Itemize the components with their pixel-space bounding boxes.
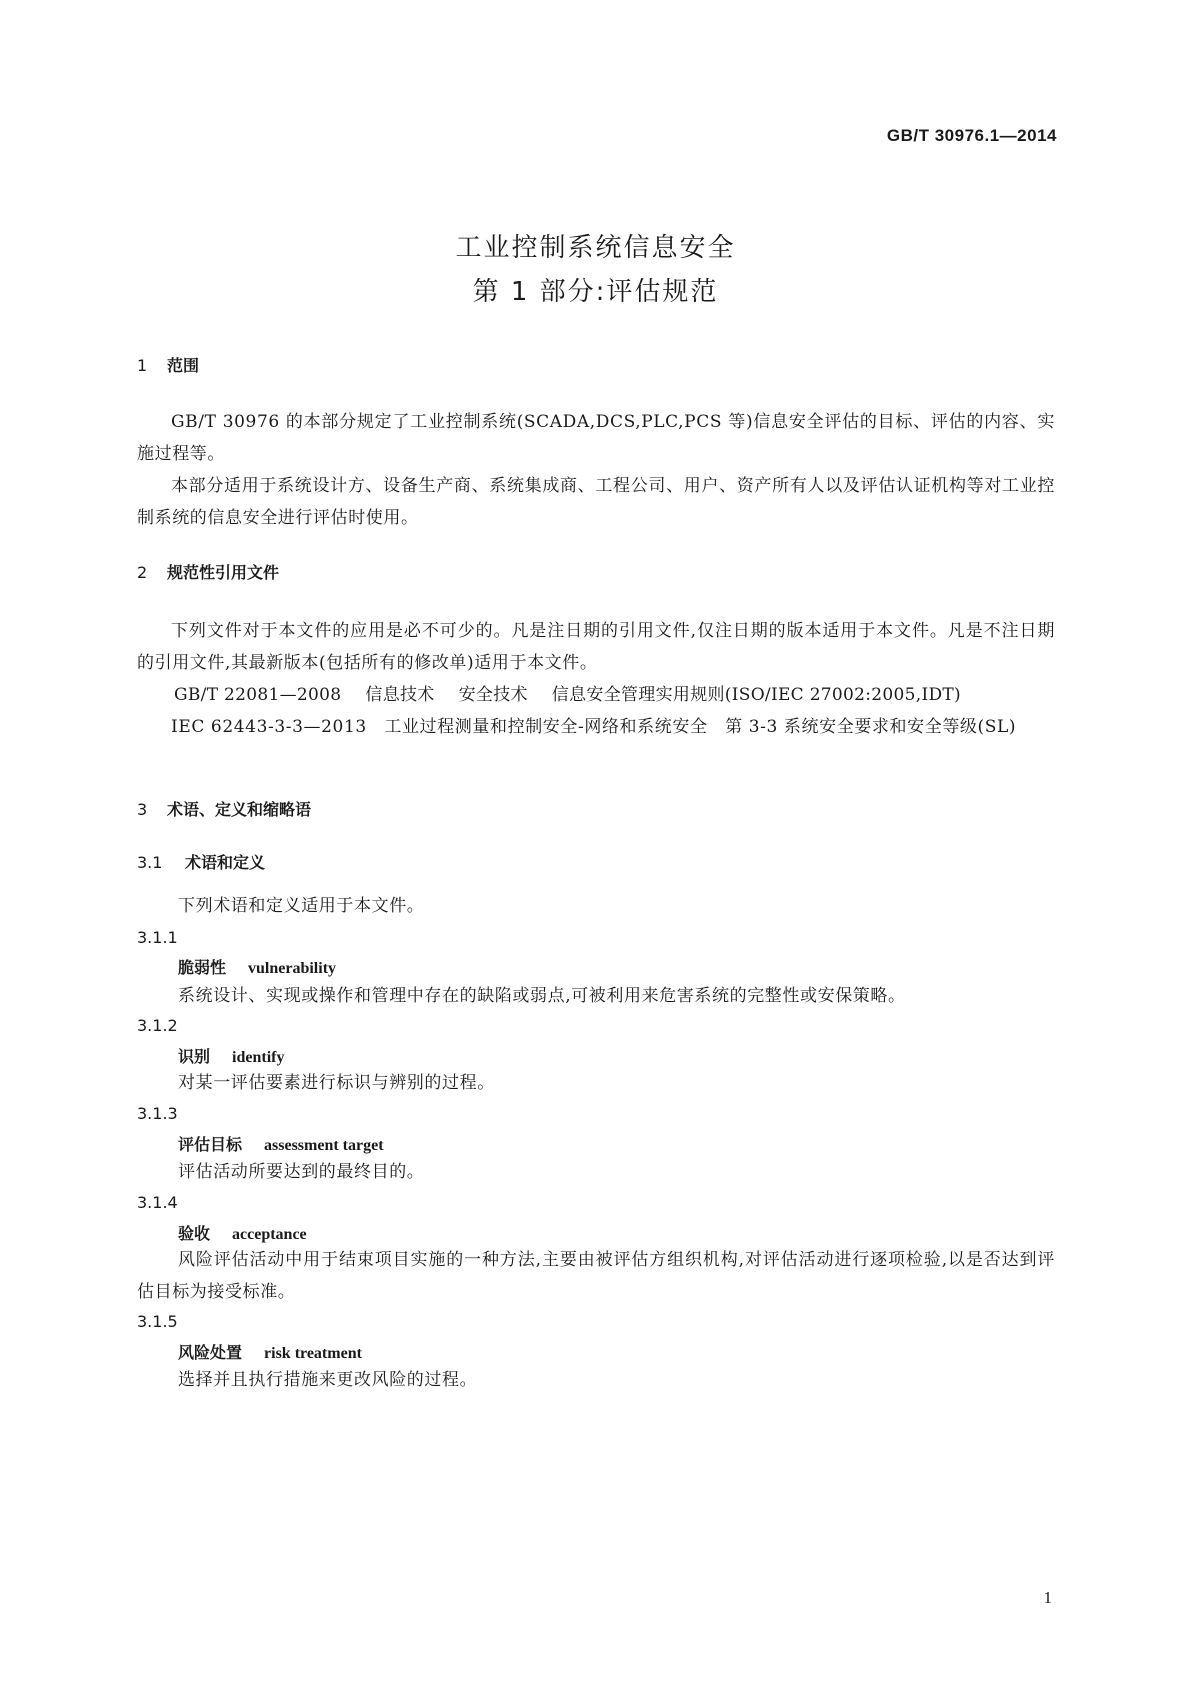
reference-title-part: 安全技术: [458, 685, 528, 705]
section-3-heading: [137, 797, 311, 820]
term-zh: 评估目标: [178, 1135, 243, 1154]
term-number: 3.1.1: [137, 928, 178, 947]
title-line-1: 工业控制系统信息安全: [455, 233, 736, 263]
term-number: 3.1.3: [137, 1104, 178, 1123]
section-1-paragraph-1: GB/T 30976 的本部分规定了工业控制系统(SCADA,DCS,PLC,PCS 等)信息安全评估的目标、评估的内容、实施过程等。: [137, 412, 1055, 464]
term-definition: 评估活动所要达到的最终目的。: [178, 1162, 425, 1182]
term-zh: 脆弱性: [178, 958, 227, 977]
section-number: 3: [137, 800, 148, 819]
term-heading: [178, 955, 336, 978]
term-heading: [178, 1132, 384, 1155]
terms-intro: 下列术语和定义适用于本文件。: [178, 896, 425, 916]
term-en: acceptance: [232, 1226, 307, 1243]
term-en: assessment target: [264, 1137, 384, 1154]
term-zh: 验收: [178, 1224, 211, 1243]
normative-reference-1: [174, 679, 961, 711]
section-title: 术语和定义: [185, 853, 266, 872]
section-title: 术语、定义和缩略语: [167, 800, 312, 819]
term-number: 3.1.5: [137, 1312, 178, 1331]
term-definition: 系统设计、实现或操作和管理中存在的缺陷或弱点,可被利用来危害系统的完整性或安保策略。: [178, 986, 906, 1006]
section-number: 1: [137, 356, 148, 375]
section-3-1-heading: [137, 850, 265, 873]
section-title: 范围: [167, 356, 200, 375]
reference-title-part: 信息安全管理实用规则(ISO/IEC 27002:2005,IDT): [551, 685, 961, 705]
title-line-2: 第 1 部分:评估规范: [472, 277, 719, 307]
reference-title-part: 信息技术: [365, 685, 435, 705]
standard-number: GB/T 30976.1—2014: [886, 126, 1057, 145]
section-2-heading: [137, 560, 279, 583]
document-title: [0, 226, 1191, 314]
term-heading: [178, 1044, 284, 1067]
section-1-heading: [137, 353, 199, 376]
term-en: vulnerability: [248, 960, 337, 977]
term-zh: 风险处置: [178, 1343, 243, 1362]
term-number: 3.1.2: [137, 1016, 178, 1035]
section-1-paragraph-2: 本部分适用于系统设计方、设备生产商、系统集成商、工程公司、用户、资产所有人以及评估认证机构等对工业控制系统的信息安全进行评估时使用。: [137, 476, 1055, 528]
section-2-paragraph-1: 下列文件对于本文件的应用是必不可少的。凡是注日期的引用文件,仅注日期的版本适用于本文件。凡是不注日期的引用文件,其最新版本(包括所有的修改单)适用于本文件。: [137, 621, 1055, 673]
term-en: identify: [232, 1049, 285, 1066]
term-definition: 对某一评估要素进行标识与辨别的过程。: [178, 1073, 495, 1093]
section-title: 规范性引用文件: [167, 563, 280, 582]
term-en: risk treatment: [264, 1345, 362, 1362]
reference-code: GB/T 22081—2008: [174, 685, 342, 705]
section-number: 3.1: [137, 853, 163, 872]
term-definition: 选择并且执行措施来更改风险的过程。: [178, 1370, 478, 1390]
normative-reference-2: IEC 62443-3-3—2013 工业过程测量和控制安全-网络和系统安全 第 3-3 系统安全要求和安全等级(SL): [171, 717, 1017, 737]
term-definition: 风险评估活动中用于结束项目实施的一种方法,主要由被评估方组织机构,对评估活动进行逐项检验,以是否达到评估目标为接受标准。: [137, 1250, 1055, 1302]
term-zh: 识别: [178, 1047, 211, 1066]
term-number: 3.1.4: [137, 1193, 178, 1212]
term-heading: [178, 1340, 362, 1363]
term-heading: [178, 1221, 307, 1244]
page-number: 1: [1043, 1588, 1052, 1607]
section-number: 2: [137, 563, 148, 582]
